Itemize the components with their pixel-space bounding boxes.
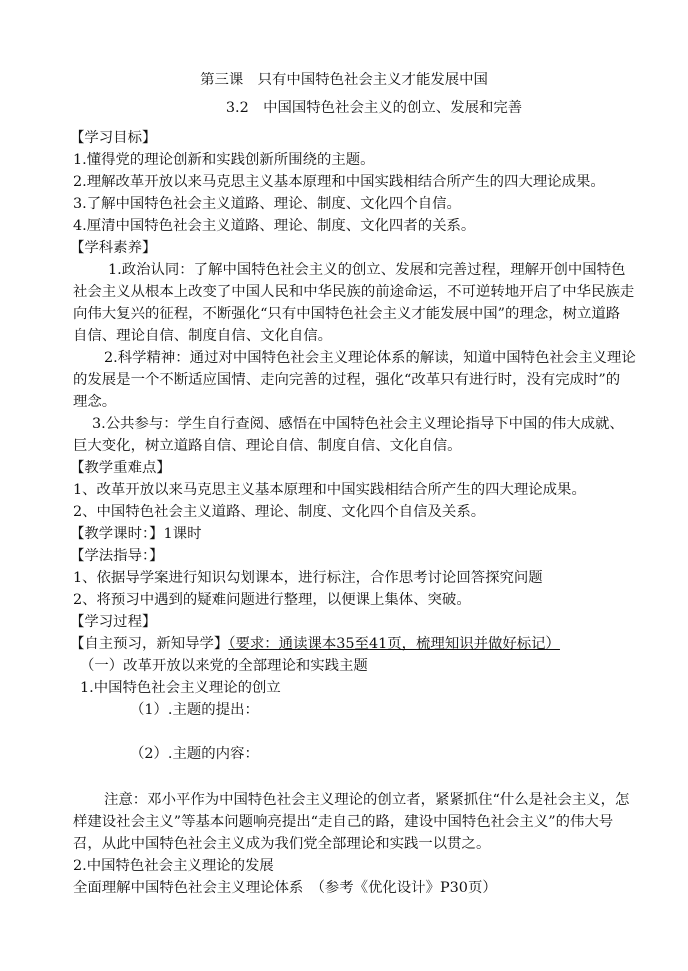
question-2: （2）.主题的内容： (130, 746, 259, 762)
key-point-1: 1、改革开放以来马克思主义基本原理和中国实践相结合所产生的四大理论成果。 (73, 482, 586, 498)
literacy-1-line-2: 社会主义从根本上改变了中国人民和中华民族的前途命运，不可逆转地开启了中华民族走 (73, 284, 635, 300)
goal-2: 2.理解改革开放以来马克思主义基本原理和中国实践相结合所产生的四大理论成果。 (73, 174, 605, 190)
method-heading: 【学法指导：】 (70, 548, 164, 564)
literacy-1-line-4: 自信、理论自信、制度自信、文化自信。 (73, 328, 333, 344)
preview-heading: 【自主预习，新知导学】 (70, 636, 229, 652)
note-line-3: 召，从此中国特色社会主义成为我们党全部理论和实践一以贯之。 (73, 836, 491, 852)
lesson-title: 第三课 只有中国特色社会主义才能发展中国 (200, 72, 488, 88)
literacy-2-line-3: 理念。 (73, 394, 117, 410)
section-1-2-heading: 2.中国特色社会主义理论的发展 (73, 858, 274, 874)
goal-3: 3.了解中国特色社会主义道路、理论、制度、文化四个自信。 (73, 196, 461, 212)
key-point-2: 2、中国特色社会主义道路、理论、制度、文化四个自信及关系。 (73, 504, 486, 520)
question-1: （1）.主题的提出： (130, 702, 259, 718)
process-heading: 【学习过程】 (70, 614, 157, 630)
goal-1: 1.懂得党的理论创新和实践创新所围绕的主题。 (73, 152, 375, 168)
theory-system-line: 全面理解中国特色社会主义理论体系 （参考《优化设计》P30页） (73, 880, 497, 896)
literacy-2-line-2: 的发展是一个不断适应国情、走向完善的过程，强化“改革只有进行时，没有完成时”的 (73, 372, 621, 388)
literacy-heading: 【学科素养】 (70, 240, 157, 256)
section-1-1-heading: 1.中国特色社会主义理论的创立 (80, 680, 281, 696)
preview-requirement: （要求：通读课本35至41页，梳理知识并做好标记） (228, 636, 560, 652)
literacy-1-line-1: 1.政治认同：了解中国特色社会主义的创立、发展和完善过程，理解开创中国特色 (108, 262, 626, 278)
goal-4: 4.厘清中国特色社会主义道路、理论、制度、文化四者的关系。 (73, 218, 476, 234)
section-1-heading: （一）改革开放以来党的全部理论和实践主题 (80, 658, 368, 674)
preview-line (70, 634, 560, 654)
key-points-heading: 【教学重难点】 (70, 460, 171, 476)
literacy-3-line-2: 巨大变化，树立道路自信、理论自信、制度自信、文化自信。 (73, 438, 462, 454)
literacy-2-line-1: 2.科学精神：通过对中国特色社会主义理论体系的解读，知道中国特色社会主义理论 (104, 350, 636, 366)
goals-heading: 【学习目标】 (70, 130, 157, 146)
class-hours: 【教学课时：】1课时 (70, 526, 202, 542)
literacy-1-line-3: 向伟大复兴的征程，不断强化“只有中国特色社会主义才能发展中国”的理念，树立道路 (73, 306, 621, 322)
section-subtitle: 3.2 中国国特色社会主义的创立、发展和完善 (225, 100, 523, 116)
note-line-1: 注意：邓小平作为中国特色社会主义理论的创立者，紧紧抓住“什么是社会主义，怎 (104, 792, 630, 808)
method-2: 2、将预习中遇到的疑难问题进行整理，以便课上集体、突破。 (73, 592, 471, 608)
method-1: 1、依据导学案进行知识勾划课本，进行标注，合作思考讨论回答探究问题 (73, 570, 543, 586)
literacy-3-line-1: 3.公共参与：学生自行查阅、感悟在中国特色社会主义理论指导下中国的伟大成就、 (92, 416, 624, 432)
note-line-2: 样建设社会主义”等基本问题响亮提出“走自己的路，建设中国特色社会主义”的伟大号 (73, 814, 614, 830)
